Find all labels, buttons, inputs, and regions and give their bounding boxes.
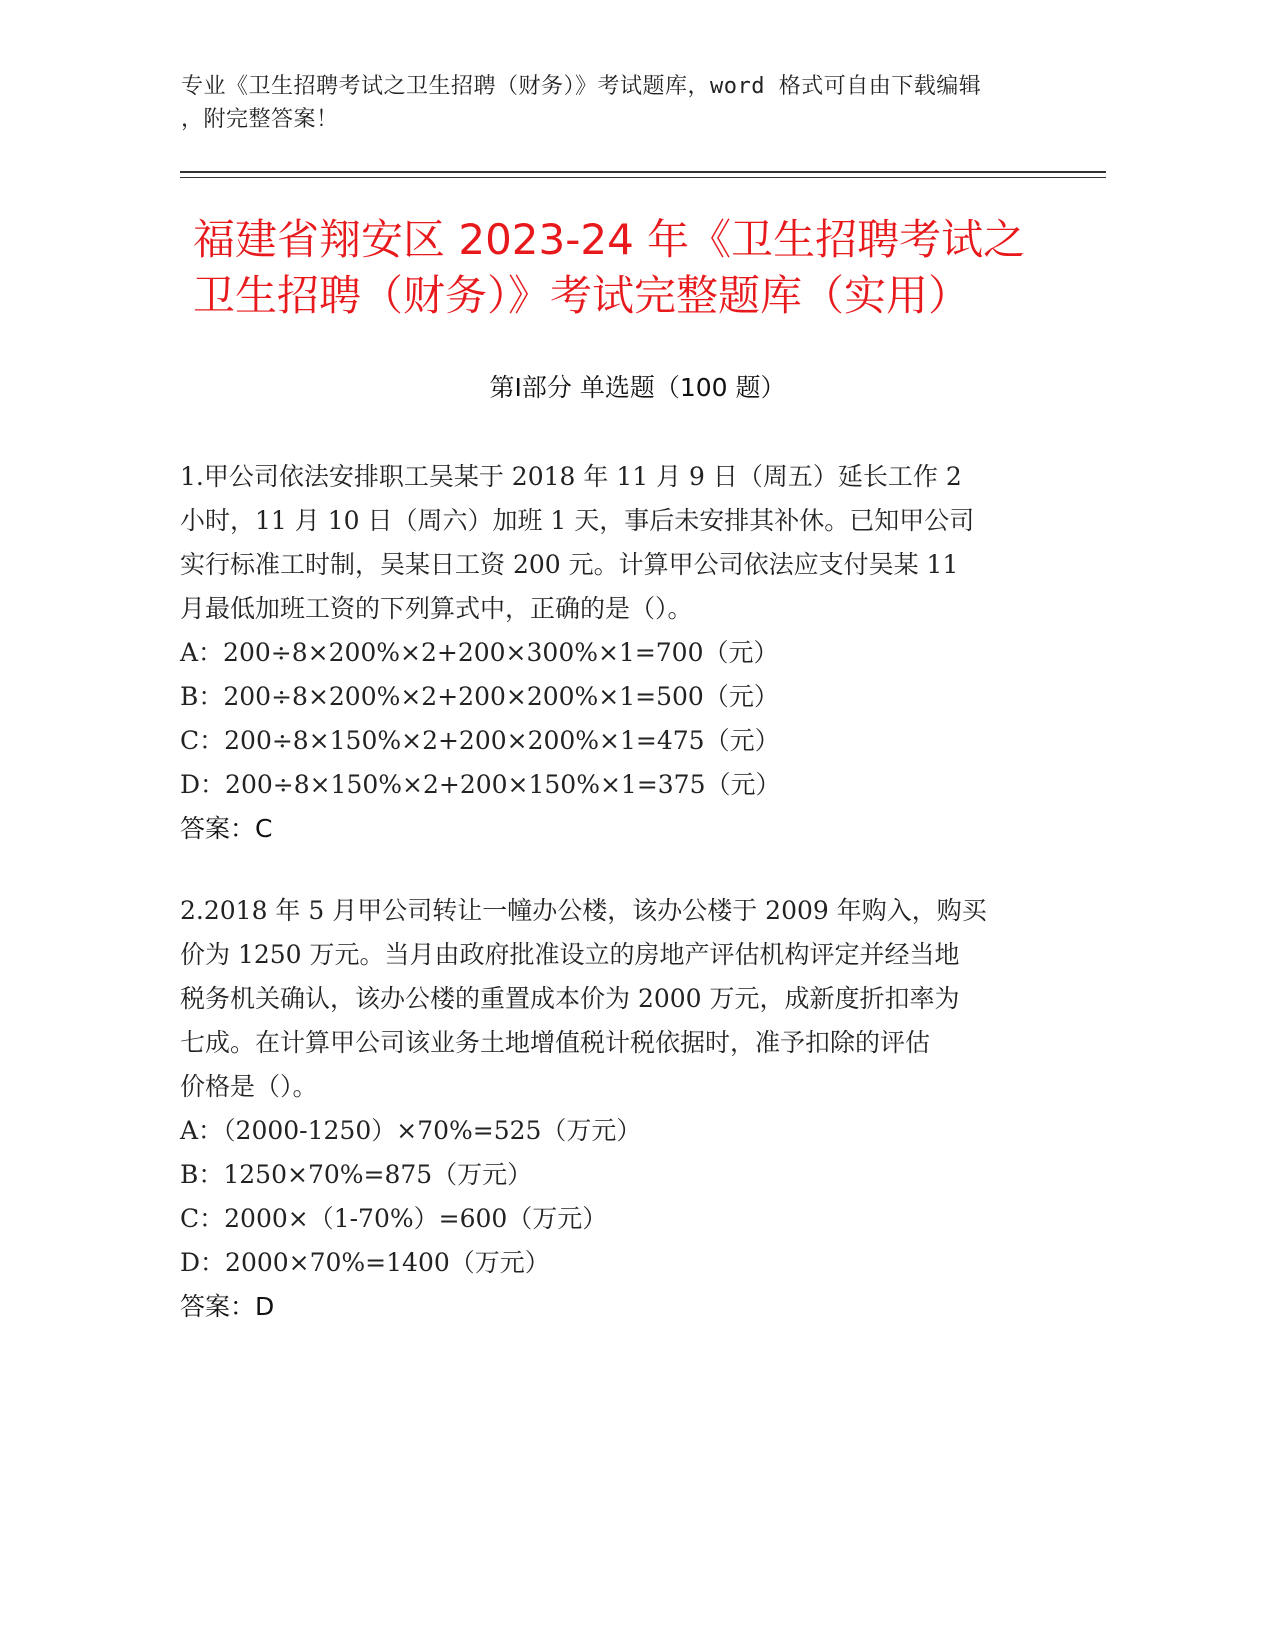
stem-line: 实行标准工时制，吴某日工资 200 元。计算甲公司依法应支付吴某 11 (180, 550, 959, 579)
stem-line: 税务机关确认，该办公楼的重置成本价为 2000 万元，成新度折扣率为 (180, 984, 960, 1013)
header-note (181, 70, 1061, 136)
stem-line: 小时，11 月 10 日（周六）加班 1 天，事后未安排其补休。已知甲公司 (180, 506, 975, 535)
question-stem (180, 455, 1050, 631)
option-d: D：2000×70%=1400（万元） (180, 1248, 550, 1277)
stem-line: 七成。在计算甲公司该业务土地增值税计税依据时，准予扣除的评估 (180, 1028, 931, 1057)
header-note-line: ，附完整答案！ (181, 107, 339, 132)
header-divider-thick (180, 171, 1106, 173)
option-c: C：200÷8×150%×2+200×200%×1=475（元） (180, 726, 780, 755)
answer-text: 答案：D (180, 1292, 275, 1321)
section-heading: 第Ⅰ部分 单选题（100 题） (489, 373, 786, 402)
stem-line: 价为 1250 万元。当月由政府批准设立的房地产评估机构评定并经当地 (180, 940, 960, 969)
option-a: A：200÷8×200%×2+200×300%×1=700（元） (180, 638, 779, 667)
question-1 (180, 455, 1050, 851)
header-divider-thin (180, 177, 1106, 178)
option-b: B：1250×70%=875（万元） (180, 1160, 533, 1189)
option-c: C：2000×（1-70%）=600（万元） (180, 1204, 608, 1233)
stem-line: 1.甲公司依法安排职工吴某于 2018 年 11 月 9 日（周五）延长工作 2 (180, 462, 962, 491)
document-title (193, 212, 1093, 324)
stem-line: 2.2018 年 5 月甲公司转让一幢办公楼，该办公楼于 2009 年购入，购买 (180, 896, 987, 925)
option-b: B：200÷8×200%×2+200×200%×1=500（元） (180, 682, 779, 711)
option-a: A：（2000-1250）×70%=525（万元） (180, 1116, 642, 1145)
stem-line: 月最低加班工资的下列算式中，正确的是（）。 (180, 594, 693, 623)
answer-text: 答案：C (180, 814, 273, 843)
header-note-line: 专业《卫生招聘考试之卫生招聘（财务）》考试题库，word 格式可自由下载编辑 (181, 74, 982, 99)
option-d: D：200÷8×150%×2+200×150%×1=375（元） (180, 770, 781, 799)
title-line: 卫生招聘（财务）》考试完整题库（实用） (193, 271, 971, 320)
question-2 (180, 889, 1050, 1329)
question-stem (180, 889, 1050, 1109)
title-line: 福建省翔安区 2023-24 年《卫生招聘考试之 (193, 215, 1026, 264)
stem-line: 价格是（）。 (180, 1072, 318, 1101)
